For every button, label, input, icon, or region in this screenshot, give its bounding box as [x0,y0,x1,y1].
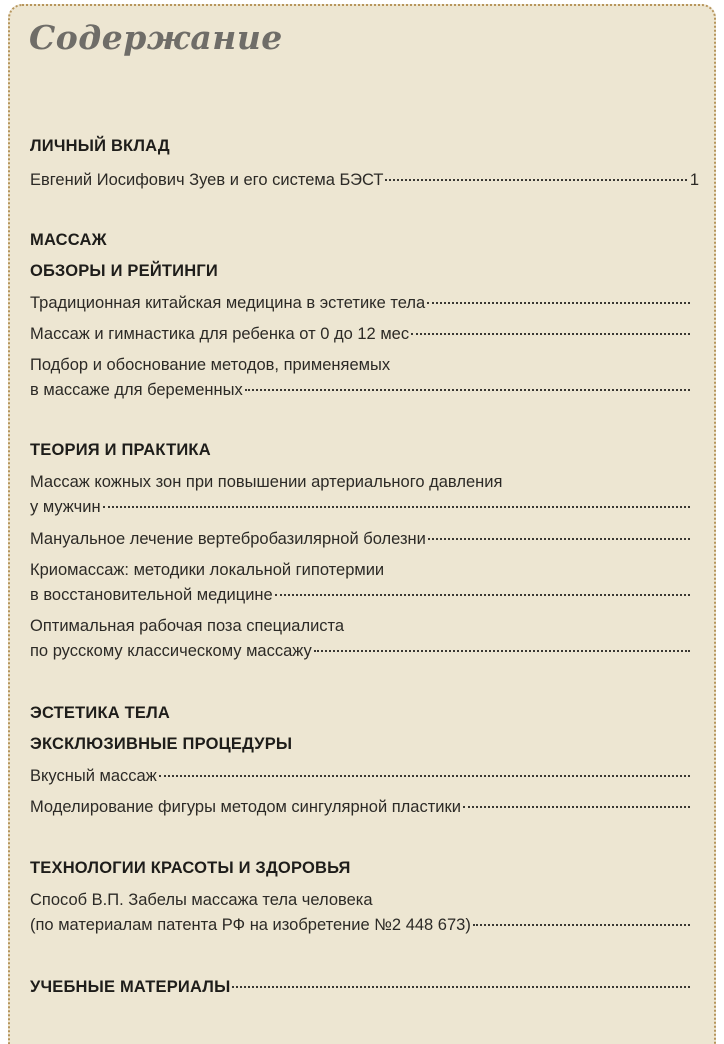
leader-dots [275,594,690,596]
page-title: Содержание [29,18,283,57]
leader-dots [314,650,690,652]
toc-entry-title: в массаже для беременных [30,381,243,399]
toc-entry-title-line1: Массаж кожных зон при повышении артериального давления [30,473,503,491]
toc-entry-title: Евгений Иосифович Зуев и его система БЭСТ [30,171,384,189]
toc-entry-title-line1: Подбор и обоснование методов, применяемых [30,356,391,374]
leader-dots [427,302,690,304]
toc-entry-title-line1: Способ В.П. Забелы массажа тела человека [30,891,373,909]
toc-entry[interactable] [30,614,699,664]
toc-entry-title-line1: Криомассаж: методики локальной гипотермии [30,561,385,579]
toc-entry-title: Вкусный массаж [30,767,157,785]
toc-entry[interactable] [30,795,699,820]
toc-entry-title: Традиционная китайская медицина в эстетике тела [30,294,426,312]
contents-panel [8,4,716,1044]
toc-entry[interactable] [30,291,699,316]
toc-entry[interactable] [30,168,699,193]
leader-dots [473,924,690,926]
toc-entry-study[interactable] [30,975,699,1000]
toc-entry[interactable] [30,322,699,347]
toc-entry[interactable] [30,764,699,789]
leader-dots [103,506,690,508]
toc-entry-page: 1 [689,171,699,189]
section-heading-technologies: ТЕХНОЛОГИИ КРАСОТЫ И ЗДОРОВЬЯ [30,859,351,877]
toc-entry-title: (по материалам патента РФ на изобретение №2 448 673) [30,916,471,934]
toc-entry-title-line1: Оптимальная рабочая поза специалиста [30,617,345,635]
toc-entry[interactable] [30,470,699,520]
toc-entry[interactable] [30,353,699,403]
leader-dots [232,986,690,988]
toc-entry-title: Мануальное лечение вертебробазилярной болезни [30,530,426,548]
leader-dots [463,806,690,808]
leader-dots [385,179,686,181]
toc-entry-title: Массаж и гимнастика для ребенка от 0 до 12 мес [30,325,410,343]
section-heading-personal: ЛИЧНЫЙ ВКЛАД [30,137,170,155]
section-heading-massage: МАССАЖ [30,231,107,249]
leader-dots [411,333,690,335]
subsection-heading-reviews: ОБЗОРЫ И РЕЙТИНГИ [30,262,218,280]
section-heading-aesthetics: ЭСТЕТИКА ТЕЛА [30,704,171,722]
toc-entry[interactable] [30,558,699,608]
leader-dots [428,538,690,540]
subsection-heading-theory: ТЕОРИЯ И ПРАКТИКА [30,441,211,459]
toc-entry[interactable] [30,888,699,938]
section-heading-study: УЧЕБНЫЕ МАТЕРИАЛЫ [30,978,231,996]
leader-dots [159,775,690,777]
toc-entry[interactable] [30,527,699,552]
toc-entry-title: по русскому классическому массажу [30,642,312,660]
toc-entry-title: в восстановительной медицине [30,586,273,604]
leader-dots [245,389,690,391]
subsection-heading-exclusive: ЭКСКЛЮЗИВНЫЕ ПРОЦЕДУРЫ [30,735,293,753]
toc-entry-title: у мужчин [30,498,101,516]
toc-entry-title: Моделирование фигуры методом сингулярной пластики [30,798,461,816]
